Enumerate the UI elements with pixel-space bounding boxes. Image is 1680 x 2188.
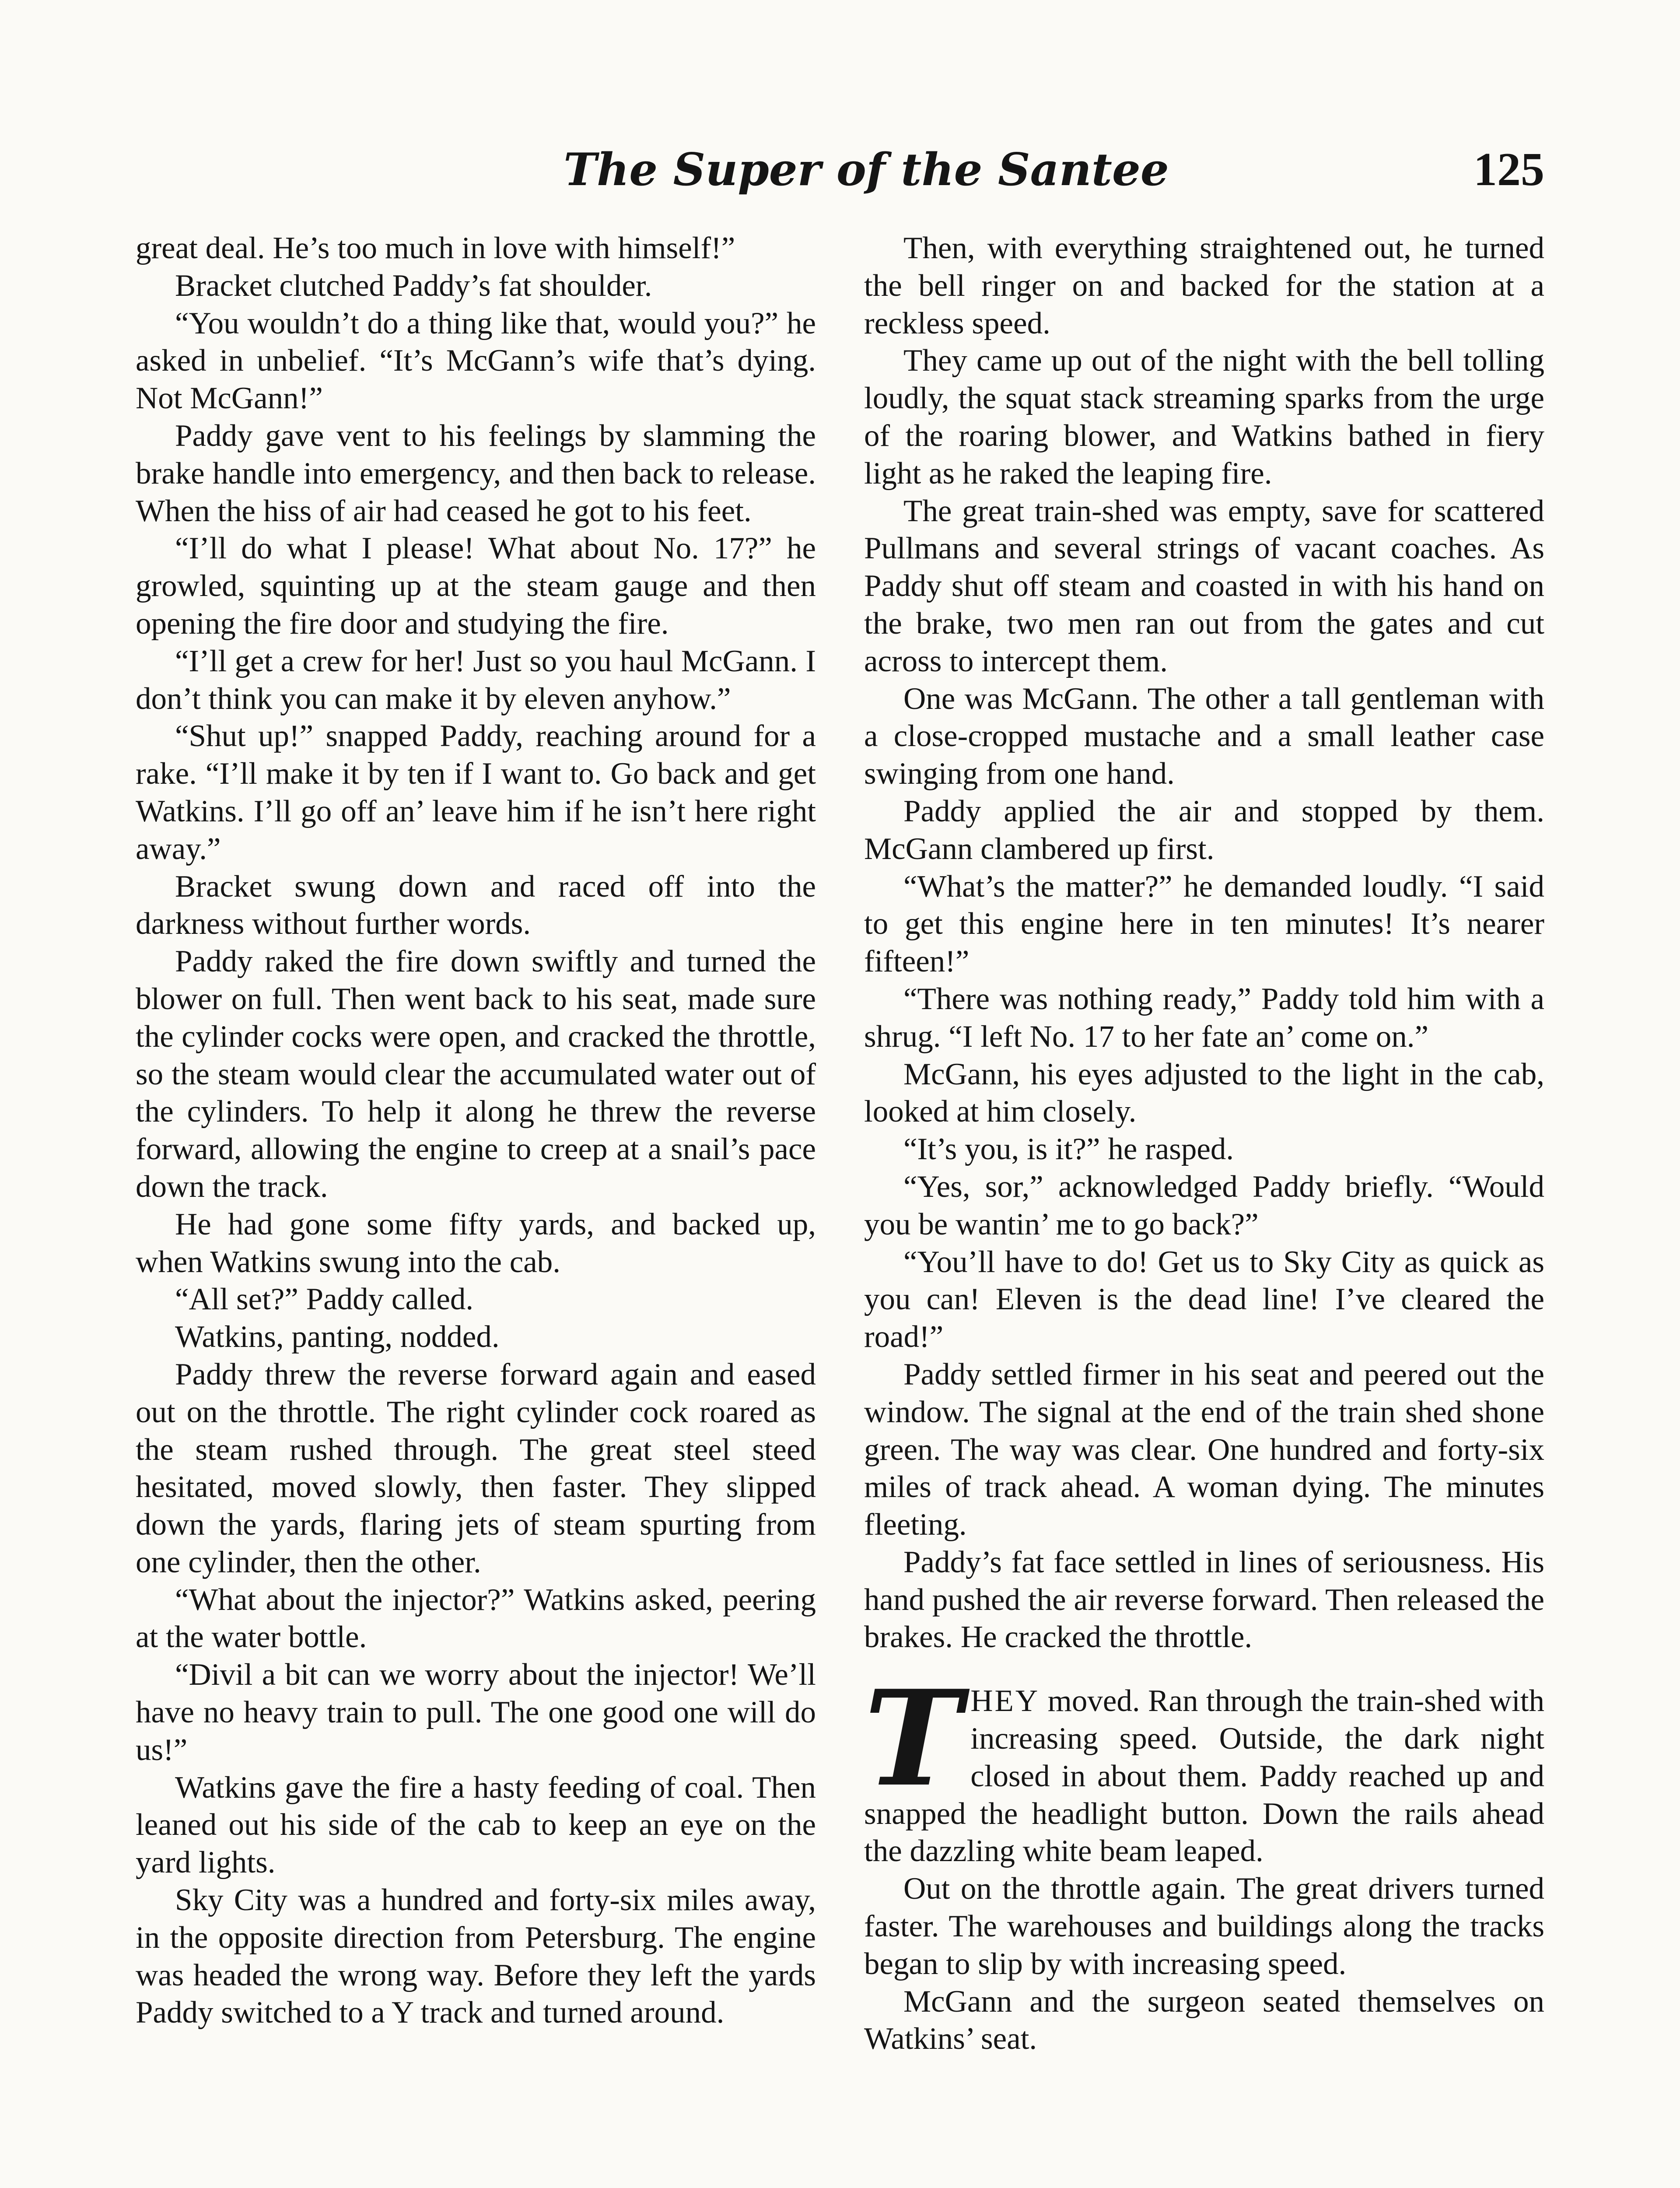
paragraph: “Divil a bit can we worry about the injector! We’ll have no heavy train to pull. The one good one will do us!” [136,1658,816,1767]
paragraph: Bracket clutched Paddy’s fat shoulder. [175,268,652,303]
paragraph: “It’s you, is it?” he rasped. [903,1132,1234,1167]
paragraph: great deal. He’s too much in love with himself!” [136,231,735,265]
page-header [0,139,1680,205]
paragraph: “All set?” Paddy called. [175,1282,474,1317]
paragraph: “There was nothing ready,” Paddy told him with a shrug. “I left No. 17 to her fate an’ come on.” [864,982,1544,1054]
paragraph: Paddy threw the reverse forward again and eased out on the throttle. The right cylinder cock roared as the steam rushed through. The great steel steed hesitated, moved slowly, then faster. They slipped down the yards, flaring jets of steam spurting from one cylinder, then the other. [136,1357,816,1579]
paragraph: Paddy raked the fire down swiftly and turned the blower on full. Then went back to his seat, made sure the cylinder cocks were open, and cracked the throttle, so the steam would clear the accumulated water out of the cylinders. To help it along he threw the reverse forward, allowing the engine to creep at a snail’s pace down the track. [136,944,816,1204]
paragraph: Out on the throttle again. The great drivers turned faster. The warehouses and buildings along the tracks began to slip by with increasing speed. [864,1872,1544,1981]
section-opening-paragraph [864,1661,1544,1870]
paragraph: Watkins, panting, nodded. [175,1320,500,1354]
drop-cap: T [864,1661,962,1816]
section-first-word: HEY [970,1684,1040,1718]
paragraph: Paddy’s fat face settled in lines of seriousness. His hand pushed the air reverse forward. Then released the brakes. He cracked the throttle. [864,1545,1544,1655]
paragraph: Paddy gave vent to his feelings by slamming the brake handle into emergency, and then back to release. When the hiss of air had ceased he got to his feet. [136,418,816,528]
paragraph: “What about the injector?” Watkins asked, peering at the water bottle. [136,1582,816,1655]
paragraph: “I’ll do what I please! What about No. 17?” he growled, squinting up at the steam gauge and then opening the fire door and studying the fire. [136,531,816,641]
paragraph: Paddy settled firmer in his seat and peered out the window. The signal at the end of the train shed shone green. The way was clear. One hundred and forty-six miles of track ahead. A woman dying. The minutes fleeting. [864,1357,1544,1542]
section-first-text: moved. Ran through the train-shed with increasing speed. Outside, the dark night closed in about them. Paddy reached up and snapped the headlight button. Down the rails ahead the dazzling white beam leaped. [864,1684,1544,1869]
left-column [136,230,816,2032]
paragraph: Bracket swung down and raced off into the darkness without further words. [136,869,816,941]
paragraph: McGann, his eyes adjusted to the light in the cab, looked at him closely. [864,1057,1544,1129]
paragraph: “I’ll get a crew for her! Just so you haul McGann. I don’t think you can make it by eleven anyhow.” [136,644,816,716]
paragraph: “Yes, sor,” acknowledged Paddy briefly. “Would you be wantin’ me to go back?” [864,1169,1544,1241]
paragraph: Paddy applied the air and stopped by them. McGann clambered up first. [864,794,1544,866]
paragraph: Then, with everything straightened out, he turned the bell ringer on and backed for the station at a reckless speed. [864,231,1544,340]
paragraph: “You wouldn’t do a thing like that, would you?” he asked in unbelief. “It’s McGann’s wife that’s dying. Not McGann!” [136,306,816,416]
paragraph: He had gone some fifty yards, and backed up, when Watkins swung into the cab. [136,1207,816,1279]
paragraph: “Shut up!” snapped Paddy, reaching around for a rake. “I’ll make it by ten if I want to. Go back and get Watkins. I’ll go off an’ leave him if he isn’t here right away.” [136,719,816,866]
right-column [864,230,1544,2058]
running-title: The Super of the Santee [564,144,1169,196]
paragraph: McGann and the surgeon seated themselves on Watkins’ seat. [864,1984,1544,2056]
paragraph: They came up out of the night with the bell tolling loudly, the squat stack streaming sparks from the urge of the roaring blower, and Watkins bathed in fiery light as he raked the leaping fire. [864,344,1544,491]
paragraph: The great train-shed was empty, save for scattered Pullmans and several strings of vacant coaches. As Paddy shut off steam and coasted in with his hand on the brake, two men ran out from the gates and cut across to intercept them. [864,494,1544,678]
paragraph: Watkins gave the fire a hasty feeding of coal. Then leaned out his side of the cab to keep an eye on the yard lights. [136,1770,816,1880]
paragraph: “What’s the matter?” he demanded loudly. “I said to get this engine here in ten minutes! It’s nearer fifteen!” [864,869,1544,979]
paragraph: “You’ll have to do! Get us to Sky City as quick as you can! Eleven is the dead line! I’ve cleared the road!” [864,1245,1544,1354]
paragraph: Sky City was a hundred and forty-six miles away, in the opposite direction from Petersburg. The engine was headed the wrong way. Before they left the yards Paddy switched to a Y track and turned around. [136,1883,816,2030]
page-number: 125 [1474,144,1544,196]
paragraph: One was McGann. The other a tall gentleman with a close-cropped mustache and a small leather case swinging from one hand. [864,681,1544,791]
